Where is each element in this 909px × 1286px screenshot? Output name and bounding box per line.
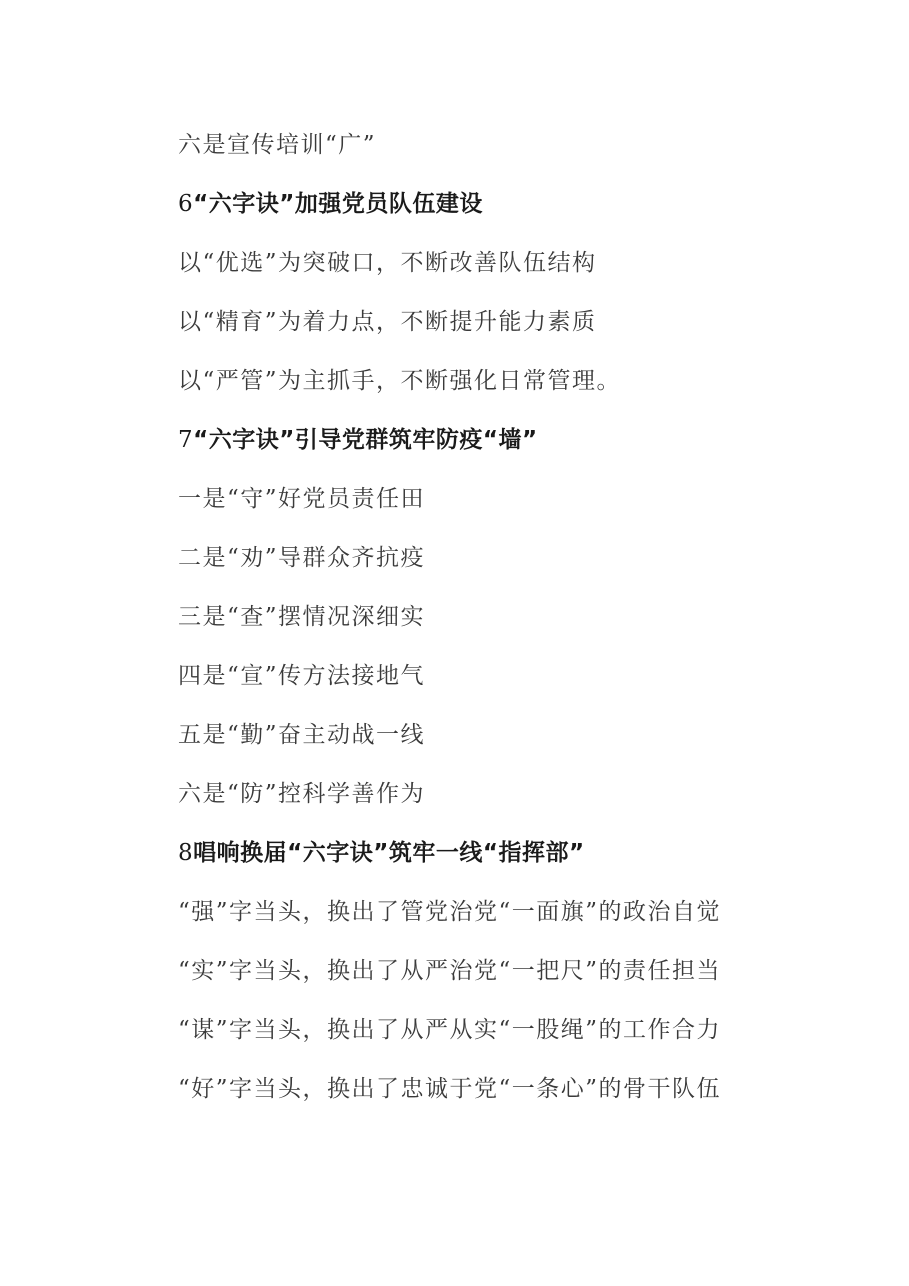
section-heading <box>178 425 538 455</box>
heading-number: 6 <box>178 191 194 217</box>
text-line: 六是宣传培训“广” <box>178 132 377 158</box>
text-line: 以“优选”为突破口，不断改善队伍结构 <box>178 250 597 276</box>
text-line: “实”字当头，换出了从严治党“一把尺”的责任担当 <box>178 958 722 984</box>
text-line: 一是“守”好党员责任田 <box>178 486 426 512</box>
text-line: 六是“防”控科学善作为 <box>178 781 426 807</box>
text-line: 以“精育”为着力点，不断提升能力素质 <box>178 309 597 335</box>
text-line: 二是“劝”导群众齐抗疫 <box>178 545 426 571</box>
text-line: “谋”字当头，换出了从严从实“一股绳”的工作合力 <box>178 1017 722 1043</box>
heading-text: “六字诀”加强党员队伍建设 <box>193 191 483 217</box>
section-heading <box>178 189 483 219</box>
heading-number: 8 <box>178 840 194 866</box>
heading-number: 7 <box>178 427 194 453</box>
text-line: 五是“勤”奋主动战一线 <box>178 722 426 748</box>
text-line: 以“严管”为主抓手，不断强化日常管理。 <box>178 368 622 394</box>
section-heading <box>178 838 585 868</box>
heading-text: 唱响换届“六字诀”筑牢一线“指挥部” <box>193 840 585 866</box>
text-line: 四是“宣”传方法接地气 <box>178 663 426 689</box>
text-line: “好”字当头，换出了忠诚于党“一条心”的骨干队伍 <box>178 1076 722 1102</box>
heading-text: “六字诀”引导党群筑牢防疫“墙” <box>193 427 538 453</box>
text-line: 三是“查”摆情况深细实 <box>178 604 426 630</box>
text-line: “强”字当头，换出了管党治党“一面旗”的政治自觉 <box>178 899 722 925</box>
